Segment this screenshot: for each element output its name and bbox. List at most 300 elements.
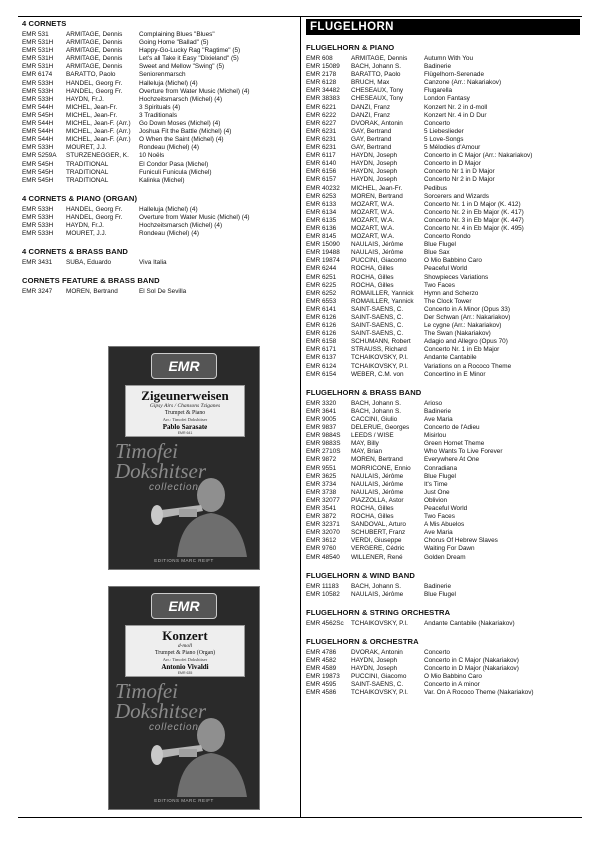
catalog-number: EMR 6137 xyxy=(306,354,337,362)
catalog-row xyxy=(306,424,580,432)
work-title: London Fantasy xyxy=(424,95,470,103)
composer-name: HAYDN, Fr.J. xyxy=(66,95,104,103)
catalog-row xyxy=(306,298,580,306)
composer-name: MOREN, Bertrand xyxy=(351,456,403,464)
catalog-row xyxy=(306,176,580,184)
work-title: Konzert Nr. 2 in d-moll xyxy=(424,103,488,111)
catalog-number: EMR 6158 xyxy=(306,338,337,346)
composer-name: BARATTO, Paolo xyxy=(66,71,116,79)
catalog-number: EMR 6227 xyxy=(306,119,337,127)
composer-name: ROCHA, Gilles xyxy=(351,281,394,289)
catalog-number: EMR 9872 xyxy=(306,456,337,464)
catalog-number: EMR 4562Sc xyxy=(306,619,344,627)
catalog-row xyxy=(306,322,580,330)
catalog-number: EMR 3541 xyxy=(306,504,337,512)
catalog-number: EMR 533H xyxy=(22,87,54,95)
catalog-number: EMR 6117 xyxy=(306,152,336,160)
composer-name: NAULAIS, Jérôme xyxy=(351,249,404,257)
catalog-row xyxy=(306,225,580,233)
work-title: Badinerie xyxy=(424,582,452,590)
catalog-row xyxy=(22,63,296,71)
catalog-number: EMR 6141 xyxy=(306,305,337,313)
composer-name: HÄNDEL, Georg Fr. xyxy=(66,79,123,87)
catalog-number: EMR 6553 xyxy=(306,297,337,305)
catalog-number: EMR 545H xyxy=(22,111,54,119)
composer-name: VERGERE, Cédric xyxy=(351,545,405,553)
emr-logo xyxy=(151,593,217,619)
catalog-page xyxy=(18,16,582,818)
catalog-section xyxy=(306,637,580,698)
work-title: Concerto in C Major (Arr.: Nakariakov) xyxy=(424,152,533,160)
catalog-number: EMR 3625 xyxy=(306,472,337,480)
catalog-number: EMR 9884S xyxy=(306,432,341,440)
catalog-number: EMR 32070 xyxy=(306,529,340,537)
catalog-row xyxy=(306,354,580,362)
catalog-row xyxy=(306,241,580,249)
work-title: Le cygne (Arr.: Nakariakov) xyxy=(424,322,502,330)
catalog-row xyxy=(22,96,296,104)
composer-name: CACCINI, Giulio xyxy=(351,415,398,423)
cover-number: EMR 641 xyxy=(177,431,193,435)
catalog-row xyxy=(306,338,580,346)
cover-title-panel xyxy=(125,625,245,677)
catalog-section xyxy=(22,247,296,267)
catalog-number: EMR 6126 xyxy=(306,330,337,338)
composer-name: TCHAIKOVSKY, P.I. xyxy=(351,689,408,697)
catalog-number: EMR 531H xyxy=(22,55,54,63)
column-divider xyxy=(300,16,301,818)
catalog-row xyxy=(22,55,296,63)
composer-name: NAULAIS, Jérôme xyxy=(351,472,404,480)
catalog-number: EMR 531H xyxy=(22,47,54,55)
catalog-number: EMR 2710S xyxy=(306,448,341,456)
cover-publisher: EDITIONS MARC REIFT xyxy=(154,798,214,803)
cover-arranger: Arr.: Timofei Dokshitser xyxy=(162,417,208,422)
catalog-row xyxy=(22,214,296,222)
catalog-number: EMR 6154 xyxy=(306,370,337,378)
catalog-number: EMR 5259A xyxy=(22,152,57,160)
work-title: Concerto de l'Adieu xyxy=(424,424,480,432)
catalog-row xyxy=(22,288,296,296)
work-title: Overture from Water Music (Michel) (4) xyxy=(139,213,250,221)
catalog-row xyxy=(306,144,580,152)
work-title: Badinerie xyxy=(424,63,452,71)
composer-name: SAINT-SAËNS, C. xyxy=(351,305,404,313)
composer-name: HÄNDEL, Georg Fr. xyxy=(66,205,123,213)
catalog-number: EMR 6253 xyxy=(306,192,337,200)
catalog-number: EMR 6133 xyxy=(306,200,337,208)
cover-instrument: Trumpet & Piano (Organ) xyxy=(154,650,216,656)
catalog-row xyxy=(306,432,580,440)
work-title: Badinerie xyxy=(424,407,452,415)
work-title: Let's all Take it Easy "Dixieland" (5) xyxy=(139,55,239,63)
catalog-number: EMR 6135 xyxy=(306,216,337,224)
catalog-row xyxy=(306,265,580,273)
catalog-number: EMR 531H xyxy=(22,63,54,71)
right-column xyxy=(306,19,580,706)
work-title: Concerto Nr. 3 in Eb Major (K. 447) xyxy=(424,216,524,224)
catalog-row xyxy=(306,290,580,298)
catalog-number: EMR 4595 xyxy=(306,681,337,689)
catalog-number: EMR 6252 xyxy=(306,289,337,297)
catalog-row xyxy=(306,185,580,193)
work-title: Go Down Moses (Michel) (4) xyxy=(139,120,221,128)
composer-name: SUBA, Eduardo xyxy=(66,259,112,267)
section-title: FLUGELHORN & BRASS BAND xyxy=(306,387,422,397)
section-title: FLUGELHORN & ORCHESTRA xyxy=(306,636,419,646)
catalog-row xyxy=(306,282,580,290)
composer-name: NAULAIS, Jérôme xyxy=(351,241,404,249)
work-title: Overture from Water Music (Michel) (4) xyxy=(139,87,250,95)
work-title: Ave Maria xyxy=(424,529,453,537)
catalog-number: EMR 533H xyxy=(22,221,54,229)
composer-name: ARMITAGE, Dennis xyxy=(66,47,123,55)
catalog-row xyxy=(306,55,580,63)
catalog-number: EMR 15090 xyxy=(306,241,340,249)
catalog-number: EMR 3612 xyxy=(306,537,337,545)
composer-name: TCHAIKOVSKY, P.I. xyxy=(351,362,408,370)
work-title: 5 Love-Songs xyxy=(424,135,464,143)
catalog-row xyxy=(306,95,580,103)
catalog-number: EMR 544H xyxy=(22,103,54,111)
work-title: Oblivion xyxy=(424,496,448,504)
catalog-row xyxy=(306,249,580,257)
catalog-section xyxy=(22,276,296,296)
work-title: Conradiana xyxy=(424,464,458,472)
catalog-number: EMR 544H xyxy=(22,128,54,136)
work-title: Hymn and Scherzo xyxy=(424,289,479,297)
work-title: Concerto Nr. 2 in Eb Major (K. 417) xyxy=(424,208,524,216)
emr-logo xyxy=(151,353,217,379)
catalog-row xyxy=(306,465,580,473)
catalog-number: EMR 6124 xyxy=(306,362,337,370)
cover-number: EMR 635 xyxy=(177,671,193,675)
composer-name: HAYDN, Joseph xyxy=(351,160,398,168)
catalog-number: EMR 48540 xyxy=(306,553,340,561)
catalog-row xyxy=(22,230,296,238)
composer-name: VERDI, Giuseppe xyxy=(351,537,402,545)
composer-name: PIAZZOLLA, Astor xyxy=(351,496,404,504)
work-title: 3 Spirituals (4) xyxy=(139,103,181,111)
catalog-row xyxy=(306,306,580,314)
catalog-number: EMR 531 xyxy=(22,31,49,38)
composer-name: MOZART, W.A. xyxy=(351,208,395,216)
work-title: Pedibus xyxy=(424,184,448,192)
catalog-number: EMR 533H xyxy=(22,95,54,103)
work-title: Hochzeitsmarsch (Michel) (4) xyxy=(139,221,223,229)
catalog-number: EMR 32371 xyxy=(306,521,340,529)
cover-series-name: Timofei Dokshitser xyxy=(115,679,206,723)
work-title: Sorcerers and Wizards xyxy=(424,192,489,200)
catalog-row xyxy=(22,120,296,128)
work-title: El Condor Pasa (Michel) xyxy=(139,160,209,168)
catalog-row xyxy=(306,120,580,128)
catalog-row xyxy=(306,591,580,599)
catalog-row xyxy=(306,112,580,120)
composer-name: HAYDN, Fr.J. xyxy=(66,221,104,229)
cover-publisher: EDITIONS MARC REIFT xyxy=(154,558,214,563)
catalog-number: EMR 34482 xyxy=(306,87,340,95)
catalog-number: EMR 40232 xyxy=(306,184,340,192)
catalog-row xyxy=(306,79,580,87)
work-title: Halleluja (Michel) (4) xyxy=(139,79,198,87)
composer-name: MAY, Billy xyxy=(351,440,379,448)
composer-name: MICHEL, Jean-Fr. xyxy=(66,103,118,111)
catalog-number: EMR 4786 xyxy=(306,648,337,656)
logo-text: EMR xyxy=(168,358,200,374)
work-title: Chorus Of Hebrew Slaves xyxy=(424,537,498,545)
composer-name: DELERUE, Georges xyxy=(351,424,410,432)
catalog-number: EMR 19874 xyxy=(306,257,340,265)
cover-collection: collection xyxy=(149,722,199,733)
composer-name: TRADITIONAL xyxy=(66,168,109,176)
composer-name: ROCHA, Gilles xyxy=(351,273,394,281)
composer-name: NAULAIS, Jérôme xyxy=(351,590,404,598)
catalog-row xyxy=(306,274,580,282)
section-banner: FLUGELHORN xyxy=(306,19,580,35)
catalog-row xyxy=(22,71,296,79)
composer-name: DVORAK, Antonin xyxy=(351,119,403,127)
logo-text: EMR xyxy=(168,598,200,614)
work-title: Concerto Nr. 1 in Eb Major xyxy=(424,346,500,354)
work-title: Ave Maria xyxy=(424,415,453,423)
work-title: Konzert Nr. 4 in D Dur xyxy=(424,111,487,119)
composer-name: SCHUMANN, Robert xyxy=(351,338,411,346)
work-title: 5 Mélodies d'Amour xyxy=(424,144,481,152)
work-title: Green Hornet Theme xyxy=(424,440,485,448)
composer-name: BACH, Johann S. xyxy=(351,399,402,407)
composer-name: CHESEAUX, Tony xyxy=(351,87,404,95)
work-title: Blue Flugel xyxy=(424,590,456,598)
catalog-number: EMR 6221 xyxy=(306,103,337,111)
section-title: FLUGELHORN & STRING ORCHESTRA xyxy=(306,607,451,617)
work-title: Sweet and Mellow "Swing" (5) xyxy=(139,63,225,71)
cover-collection: collection xyxy=(149,482,199,493)
composer-name: GAY, Bertrand xyxy=(351,144,392,152)
work-title: Who Wants To Live Forever xyxy=(424,448,503,456)
composer-name: MICHEL, Jean-F. (Arr.) xyxy=(66,136,131,144)
composer-name: MOREN, Bertrand xyxy=(66,288,118,296)
work-title: Joshua Fit the Battle (Michel) (4) xyxy=(139,128,232,136)
catalog-section xyxy=(22,19,296,185)
composer-name: HÄNDEL, Georg Fr. xyxy=(66,87,123,95)
work-title: Autumn With You xyxy=(424,55,474,62)
catalog-number: EMR 533H xyxy=(22,230,54,238)
catalog-row xyxy=(306,233,580,241)
work-title: Waiting For Dawn xyxy=(424,545,475,553)
composer-name: MAY, Brian xyxy=(351,448,383,456)
catalog-row xyxy=(22,222,296,230)
composer-name: MORRICONE, Ennio xyxy=(351,464,411,472)
catalog-section xyxy=(306,608,580,628)
composer-name: DVORAK, Antonin xyxy=(351,648,403,656)
composer-name: ROMAILLER, Yannick xyxy=(351,289,414,297)
catalog-number: EMR 6171 xyxy=(306,346,337,354)
composer-name: ARMITAGE, Dennis xyxy=(66,63,123,71)
catalog-section xyxy=(306,571,580,599)
work-title: Var. On A Rococo Theme (Nakariakov) xyxy=(424,689,534,697)
work-title: Kalinka (Michel) xyxy=(139,176,185,184)
catalog-number: EMR 4582 xyxy=(306,657,337,664)
catalog-row xyxy=(306,136,580,144)
composer-name: HAYDN, Joseph xyxy=(351,152,398,160)
cover-konzert xyxy=(108,586,260,810)
catalog-number: EMR 533H xyxy=(22,213,54,221)
work-title: Concerto in D Major (Nakariakov) xyxy=(424,665,519,673)
composer-name: HAYDN, Joseph xyxy=(351,665,398,673)
work-title: Golden Dream xyxy=(424,553,466,561)
composer-name: DANZI, Franz xyxy=(351,103,391,111)
composer-name: HAYDN, Joseph xyxy=(351,168,398,176)
catalog-row xyxy=(22,177,296,185)
catalog-row xyxy=(306,529,580,537)
catalog-number: EMR 9005 xyxy=(306,415,337,423)
composer-name: TCHAIKOVSKY, P.I. xyxy=(351,354,408,362)
catalog-row xyxy=(306,448,580,456)
composer-name: HAYDN, Joseph xyxy=(351,657,398,664)
catalog-number: EMR 6134 xyxy=(306,208,337,216)
composer-name: ARMITAGE, Dennis xyxy=(66,39,123,47)
catalog-number: EMR 6251 xyxy=(306,273,337,281)
catalog-row xyxy=(306,673,580,681)
catalog-row xyxy=(22,47,296,55)
catalog-row xyxy=(306,620,580,628)
catalog-section xyxy=(22,194,296,238)
cover-subtitle: d-moll xyxy=(177,643,193,649)
work-title: O Mio Babbino Caro xyxy=(424,257,482,265)
catalog-row xyxy=(306,201,580,209)
work-title: Everywhere At One xyxy=(424,456,480,464)
catalog-row xyxy=(306,193,580,201)
section-title: FLUGELHORN & WIND BAND xyxy=(306,570,415,580)
catalog-row xyxy=(306,657,580,665)
composer-name: NAULAIS, Jérôme xyxy=(351,480,404,488)
composer-name: MICHEL, Jean-F. (Arr.) xyxy=(66,128,131,136)
work-title: Funiculi Funicula (Michel) xyxy=(139,168,212,176)
catalog-row xyxy=(22,88,296,96)
catalog-row xyxy=(306,257,580,265)
catalog-row xyxy=(306,168,580,176)
work-title: 5 Liebeslieder xyxy=(424,127,464,135)
work-title: Andante Cantabile (Nakariakov) xyxy=(424,619,515,627)
work-title: Der Schwan (Arr.: Nakariakov) xyxy=(424,314,511,321)
work-title: Halleluja (Michel) (4) xyxy=(139,205,198,213)
catalog-number: EMR 533H xyxy=(22,79,54,87)
work-title: Flugarella xyxy=(424,87,453,95)
work-title: Adagio and Allegro (Opus 70) xyxy=(424,338,508,346)
catalog-row xyxy=(306,473,580,481)
catalog-number: EMR 6231 xyxy=(306,135,337,143)
catalog-number: EMR 544H xyxy=(22,120,54,128)
composer-name: BACH, Johann S. xyxy=(351,63,402,71)
catalog-row xyxy=(306,545,580,553)
composer-name: NAULAIS, Jérôme xyxy=(351,488,404,496)
catalog-row xyxy=(306,554,580,562)
composer-name: ARMITAGE, Dennis xyxy=(66,31,123,38)
work-title: The Clock Tower xyxy=(424,297,472,305)
work-title: Concerto in D Major xyxy=(424,160,481,168)
catalog-number: EMR 3734 xyxy=(306,480,337,488)
catalog-row xyxy=(22,169,296,177)
catalog-number: EMR 3872 xyxy=(306,513,337,521)
composer-name: MICHEL, Jean-Fr. xyxy=(351,184,403,192)
catalog-row xyxy=(22,39,296,47)
catalog-number: EMR 6126 xyxy=(306,314,337,321)
catalog-row xyxy=(306,521,580,529)
catalog-row xyxy=(306,314,580,322)
composer-name: ARMITAGE, Dennis xyxy=(351,55,408,62)
composer-name: ROCHA, Gilles xyxy=(351,513,394,521)
composer-name: MICHEL, Jean-F. (Arr.) xyxy=(66,120,131,128)
composer-name: GAY, Bertrand xyxy=(351,135,392,143)
catalog-number: EMR 32077 xyxy=(306,496,340,504)
work-title: Viva Italia xyxy=(139,259,167,267)
catalog-row xyxy=(306,87,580,95)
catalog-number: EMR 6225 xyxy=(306,281,337,289)
composer-name: ROMAILLER, Yannick xyxy=(351,297,414,305)
work-title: Blue Flugel xyxy=(424,472,456,480)
composer-name: STURZENEGGER, K. xyxy=(66,152,129,160)
section-title: FLUGELHORN & PIANO xyxy=(306,43,395,52)
composer-name: SAINT-SAËNS, C. xyxy=(351,681,404,689)
work-title: Concerto Nr 1 in D Major xyxy=(424,168,495,176)
work-title: Concerto Nr 2 in D Major xyxy=(424,176,495,184)
composer-name: MOURET, J.J. xyxy=(66,144,107,152)
work-title: Blue Sax xyxy=(424,249,450,257)
cover-subtitle: Gipsy Airs / Chansons Tziganes xyxy=(149,403,221,409)
composer-name: BARATTO, Paolo xyxy=(351,71,401,79)
catalog-row xyxy=(22,152,296,160)
catalog-number: EMR 9760 xyxy=(306,545,337,553)
catalog-number: EMR 6157 xyxy=(306,176,337,184)
composer-name: WILLENER, René xyxy=(351,553,403,561)
cover-title-panel xyxy=(125,385,245,437)
work-title: Two Faces xyxy=(424,513,455,521)
work-title: Concerto in A Minor (Opus 33) xyxy=(424,305,510,313)
work-title: 3 Traditionals xyxy=(139,111,178,119)
catalog-number: EMR 9883S xyxy=(306,440,341,448)
composer-name: HÄNDEL, Georg Fr. xyxy=(66,213,123,221)
work-title: Rondeau (Michel) (4) xyxy=(139,144,200,152)
cover-arranger: Arr.: Timofei Dokshitser xyxy=(162,657,208,662)
catalog-number: EMR 4586 xyxy=(306,689,337,697)
catalog-number: EMR 19873 xyxy=(306,673,340,681)
composer-name: MOREN, Bertrand xyxy=(351,192,403,200)
catalog-number: EMR 38383 xyxy=(306,95,340,103)
catalog-row xyxy=(22,31,296,39)
section-title: 4 CORNETS xyxy=(22,19,67,28)
work-title: Just One xyxy=(424,488,450,496)
catalog-row xyxy=(306,689,580,697)
catalog-number: EMR 2178 xyxy=(306,71,337,79)
work-title: Variations on a Rococo Theme xyxy=(424,362,512,370)
work-title: Going Home "Ballad" (5) xyxy=(139,39,209,47)
cover-series-name: Timofei Dokshitser xyxy=(115,439,206,483)
catalog-number: EMR 6136 xyxy=(306,224,337,232)
catalog-number: EMR 6222 xyxy=(306,111,337,119)
catalog-number: EMR 3641 xyxy=(306,407,337,415)
catalog-row xyxy=(306,346,580,354)
catalog-row xyxy=(306,330,580,338)
composer-name: TCHAIKOVSKY, P.I. xyxy=(351,619,408,627)
section-title: CORNETS FEATURE & BRASS BAND xyxy=(22,276,160,286)
work-title: Misirlou xyxy=(424,432,447,440)
catalog-row xyxy=(306,481,580,489)
catalog-number: EMR 11183 xyxy=(306,582,339,590)
catalog-row xyxy=(306,497,580,505)
composer-name: ARMITAGE, Dennis xyxy=(66,55,123,63)
work-title: Blue Flugel xyxy=(424,241,456,249)
